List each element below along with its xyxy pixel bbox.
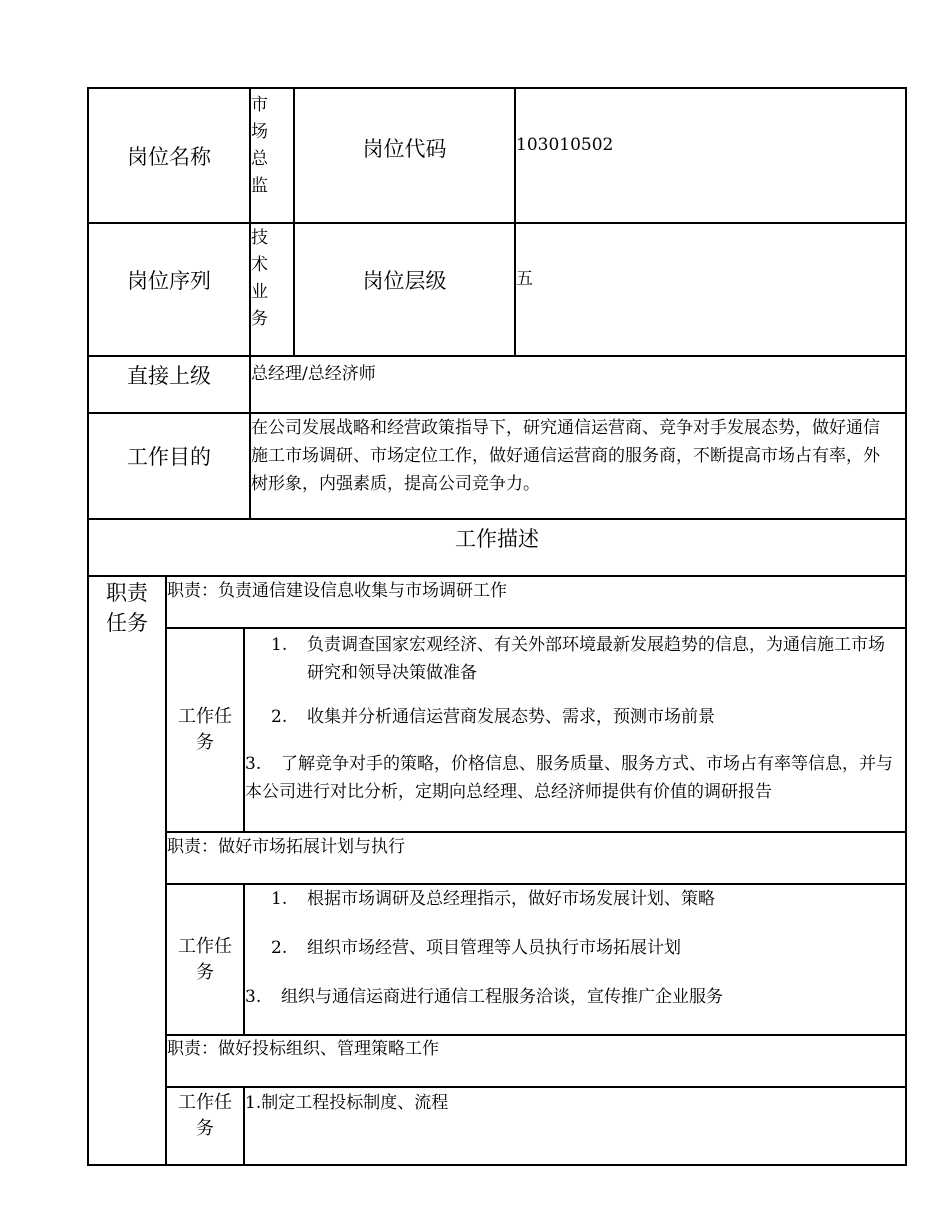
task-text: 根据市场调研及总经理指示，做好市场发展计划、策略 <box>307 889 715 909</box>
duty-2-tasks <box>245 885 895 1011</box>
duty-3-tasks <box>245 1089 895 1117</box>
post-level-value: 五 <box>516 269 533 289</box>
task-item <box>245 983 895 1011</box>
purpose-value: 在公司发展战略和经营政策指导下，研究通信运营商、竞争对手发展态势，做好通信施工市场调研、市场定位工作，做好通信运营商的服务商，不断提高市场占有率，外树形象，内强素质，提高公司竞争力。 <box>251 418 880 494</box>
task-text: 组织与通信运商进行通信工程服务洽谈，宣传推广企业服务 <box>281 987 723 1007</box>
task-number: 1. <box>271 635 288 655</box>
superior-label: 直接上级 <box>127 363 211 388</box>
task-item <box>245 750 895 806</box>
task-number: 3. <box>245 754 262 774</box>
post-name-value: 市场总监 <box>251 95 268 196</box>
duty-1: 职责：负责通信建设信息收集与市场调研工作 <box>167 581 507 601</box>
purpose-label: 工作目的 <box>127 445 211 469</box>
task-text: 收集并分析通信运营商发展态势、需求，预测市场前景 <box>307 707 715 727</box>
task-label-1: 工作任务 <box>178 706 232 753</box>
task-text: 负责调查国家宏观经济、有关外部环境最新发展趋势的信息，为通信施工市场研究和领导决策做准备 <box>307 635 885 683</box>
post-code-label: 岗位代码 <box>362 136 447 161</box>
task-item <box>245 934 895 962</box>
task-text: 组织市场经营、项目管理等人员执行市场拓展计划 <box>307 938 681 958</box>
post-level-label: 岗位层级 <box>362 268 447 293</box>
duty-1-tasks <box>245 631 895 806</box>
task-number: 2. <box>271 938 288 958</box>
post-series-value: 技术业务 <box>251 228 268 329</box>
task-number: 3. <box>245 987 262 1007</box>
task-label-3: 工作任务 <box>178 1092 232 1139</box>
post-code-value: 103010502 <box>516 135 614 155</box>
task-item <box>245 703 895 731</box>
description-title: 工作描述 <box>455 526 539 551</box>
section-label: 职责任务 <box>106 581 148 635</box>
task-item <box>245 631 895 687</box>
task-number: 1. <box>271 889 288 909</box>
task-text: 1.制定工程投标制度、流程 <box>245 1093 449 1113</box>
task-number: 2. <box>271 707 288 727</box>
post-name-label: 岗位名称 <box>127 144 211 169</box>
task-text: 了解竞争对手的策略，价格信息、服务质量、服务方式、市场占有率等信息，并与本公司进行对比分析，定期向总经理、总经济师提供有价值的调研报告 <box>245 754 893 802</box>
post-series-label: 岗位序列 <box>127 268 211 293</box>
superior-value: 总经理/总经济师 <box>251 364 376 384</box>
task-item <box>245 1089 895 1117</box>
task-item <box>245 885 895 913</box>
duty-3: 职责：做好投标组织、管理策略工作 <box>167 1039 439 1059</box>
task-label-2: 工作任务 <box>178 935 232 983</box>
duty-2: 职责：做好市场拓展计划与执行 <box>167 837 405 857</box>
